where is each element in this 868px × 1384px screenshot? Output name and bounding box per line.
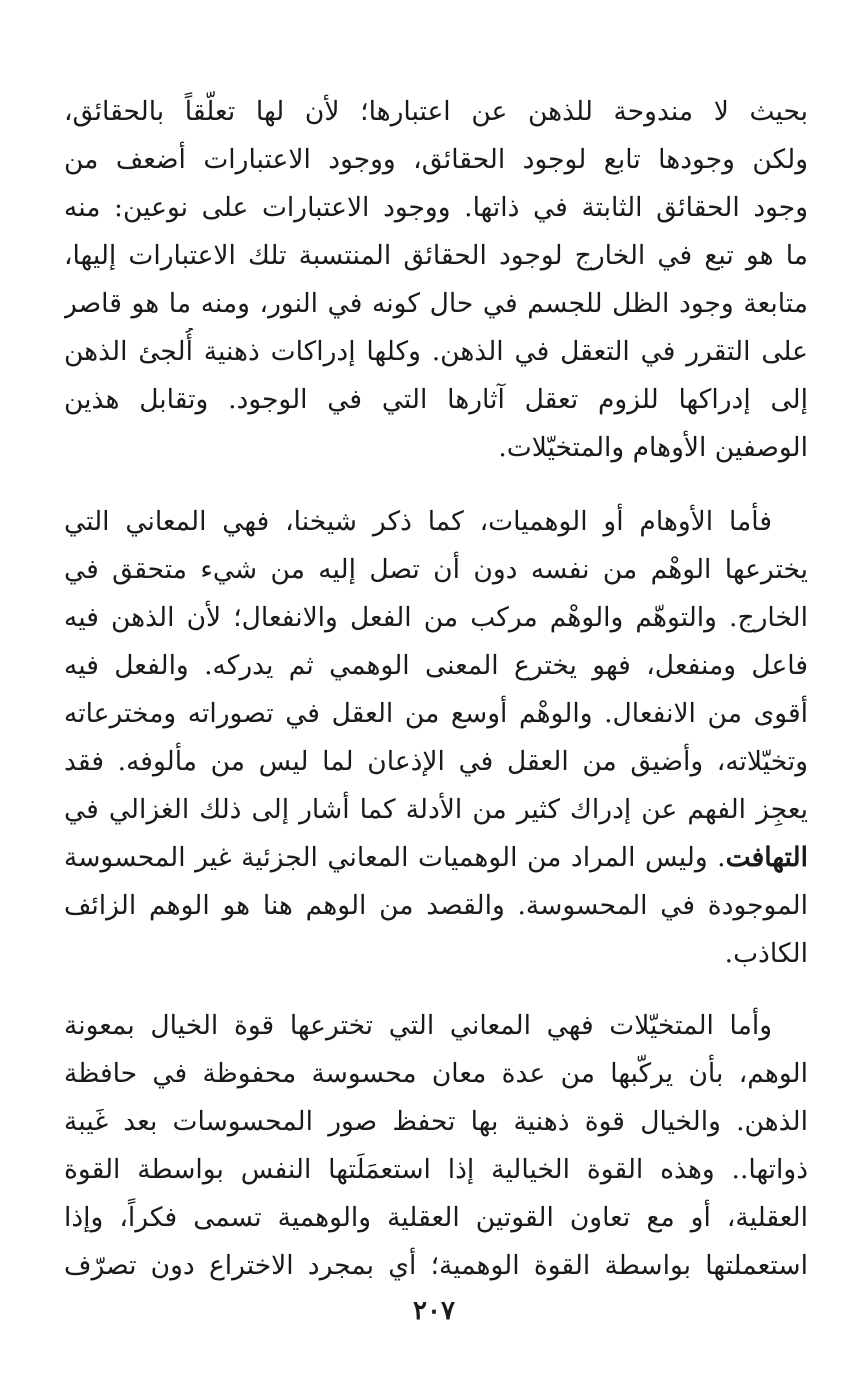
text-line: الخارج. والتوهّم والوهْم مركب من الفعل والانفعال؛ لأن الذهن فيه	[64, 602, 808, 633]
paragraph-1	[64, 88, 808, 472]
paragraph-2	[64, 498, 808, 978]
bold-term: التهافت	[725, 842, 808, 873]
text-line: يخترعها الوهْم من نفسه دون أن تصل إليه من شيء متحقق في	[64, 554, 808, 585]
text-line-with-bold-term: التهافت. وليس المراد من الوهميات المعاني الجزئية غير المحسوسة	[64, 842, 808, 873]
text-line: بحيث لا مندوحة للذهن عن اعتبارها؛ لأن لها تعلّقاً بالحقائق،	[64, 96, 808, 127]
text-line: الوهم، بأن يركّبها من عدة معان محسوسة محفوظة في حافظة	[64, 1058, 808, 1089]
text-line: فاعل ومنفعل، فهو يخترع المعنى الوهمي ثم يدركه. والفعل فيه	[64, 650, 808, 681]
paragraph-3	[64, 1002, 808, 1290]
text-line: ما هو تبع في الخارج لوجود الحقائق المنتسبة تلك الاعتبارات إليها،	[64, 240, 808, 271]
paragraph-spacer	[64, 978, 808, 1002]
text-line: متابعة وجود الظل للجسم في حال كونه في النور، ومنه ما هو قاصر	[64, 288, 808, 319]
text-line: وجود الحقائق الثابتة في ذاتها. ووجود الاعتبارات على نوعين: منه	[64, 192, 808, 223]
text-line: الموجودة في المحسوسة. والقصد من الوهم هنا هو الوهم الزائف	[64, 890, 808, 921]
text-line: الذهن. والخيال قوة ذهنية بها تحفظ صور المحسوسات بعد غَيبة	[64, 1106, 808, 1137]
text-line: وأما المتخيّلات فهي المعاني التي تخترعها قوة الخيال بمعونة	[64, 1010, 772, 1041]
text-line: وتخيّلاته، وأضيق من العقل في الإذعان لما ليس من مألوفه. فقد	[64, 746, 808, 777]
text-line: ذواتها.. وهذه القوة الخيالية إذا استعمَلَتها النفس بواسطة القوة	[64, 1154, 808, 1185]
paragraph-spacer	[64, 472, 808, 498]
page-body	[64, 88, 808, 1290]
text-line: على التقرر في التعقل في الذهن. وكلها إدراكات ذهنية أُلجئ الذهن	[64, 336, 808, 367]
text-line: أقوى من الانفعال. والوهْم أوسع من العقل في تصوراته ومخترعاته	[64, 698, 808, 729]
text-line: الكاذب.	[724, 938, 808, 969]
text-line: العقلية، أو مع تعاون القوتين العقلية والوهمية تسمى فكراً، وإذا	[64, 1202, 808, 1233]
text-line: الوصفين الأوهام والمتخيّلات.	[498, 432, 808, 463]
text-line: إلى إدراكها للزوم تعقل آثارها التي في الوجود. وتقابل هذين	[64, 384, 808, 415]
text-line: فأما الأوهام أو الوهميات، كما ذكر شيخنا، فهي المعاني التي	[64, 506, 772, 537]
page-number: ٢٠٧	[413, 1296, 455, 1326]
text-line: ولكن وجودها تابع لوجود الحقائق، ووجود الاعتبارات أضعف من	[64, 144, 808, 175]
text-line: يعجِز الفهم عن إدراك كثير من الأدلة كما أشار إلى ذلك الغزالي في	[64, 794, 808, 825]
text-line: استعملتها بواسطة القوة الوهمية؛ أي بمجرد الاختراع دون تصرّف	[64, 1250, 808, 1281]
